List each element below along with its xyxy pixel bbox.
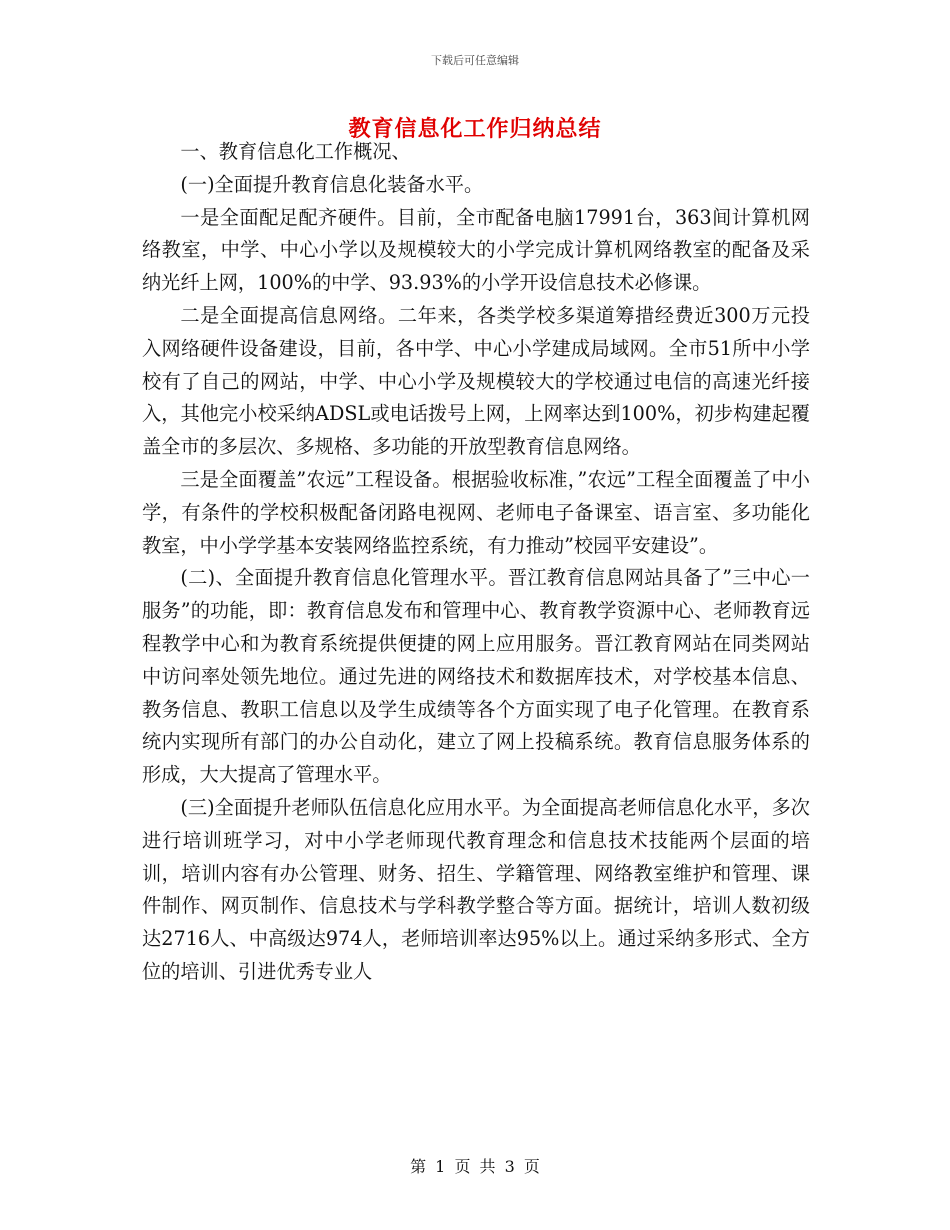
paragraph-rural-project: 三是全面覆盖”农远”工程设备。根据验收标准，”农远”工程全面覆盖了中小学，有条件的学校积极配备闭路电视网、老师电子备课室、语言室、多功能化教室，中小学学基本安装网络监控系统，有力推动”校园平安建设”。 [142, 467, 810, 557]
paragraph-teacher-training: (三)全面提升老师队伍信息化应用水平。为全面提高老师信息化水平，多次进行培训班学习，对中小学老师现代教育理念和信息技术技能两个层面的培训，培训内容有办公管理、财务、招生、学籍管理、网络教室维护和管理、课件制作、网页制作、信息技术与学科教学整合等方面。据统计，培训人数初级达2716人、中高级达974人，老师培训率达95%以上。通过采纳多形式、全方位的培训、引进优秀专业人 [142, 795, 810, 983]
document-body [142, 136, 810, 989]
paragraph-section-1-heading: (一)全面提升教育信息化装备水平。 [180, 172, 484, 196]
header-note: 下载后可任意编辑 [431, 54, 519, 67]
paragraph-network: 二是全面提高信息网络。二年来，各类学校多渠道筹措经费近300万元投入网络硬件设备建设，目前，各中学、中心小学建成局域网。全市51所中小学校有了自己的网站，中学、中心小学及规模较大的学校通过电信的高速光纤接入，其他完小校采纳ADSL或电话拨号上网，上网率达到100%，初步构建起覆盖全市的多层次、多规格、多功能的开放型教育信息网络。 [142, 303, 810, 459]
paragraph-hardware: 一是全面配足配齐硬件。目前，全市配备电脑17991台，363间计算机网络教室，中学、中心小学以及规模较大的小学完成计算机网络教室的配备及采纳光纤上网，100%的中学、93.93%的小学开设信息技术必修课。 [142, 205, 810, 295]
paragraph-overview-heading: 一、教育信息化工作概况、 [180, 140, 411, 163]
document-title: 教育信息化工作归纳总结 [348, 116, 602, 142]
page-number-footer: 第 1 页 共 3 页 [410, 1157, 540, 1176]
paragraph-management: (二)、全面提升教育信息化管理水平。晋江教育信息网站具备了”三中心一服务”的功能，即：教育信息发布和管理中心、教育教学资源中心、老师教育远程教学中心和为教育系统提供便捷的网上应用服务。晋江教育网站在同类网站中访问率处领先地位。通过先进的网络技术和数据库技术，对学校基本信息、教务信息、教职工信息以及学生成绩等各个方面实现了电子化管理。在教育系统内实现所有部门的办公自动化，建立了网上投稿系统。教育信息服务体系的形成，大大提高了管理水平。 [142, 566, 810, 787]
